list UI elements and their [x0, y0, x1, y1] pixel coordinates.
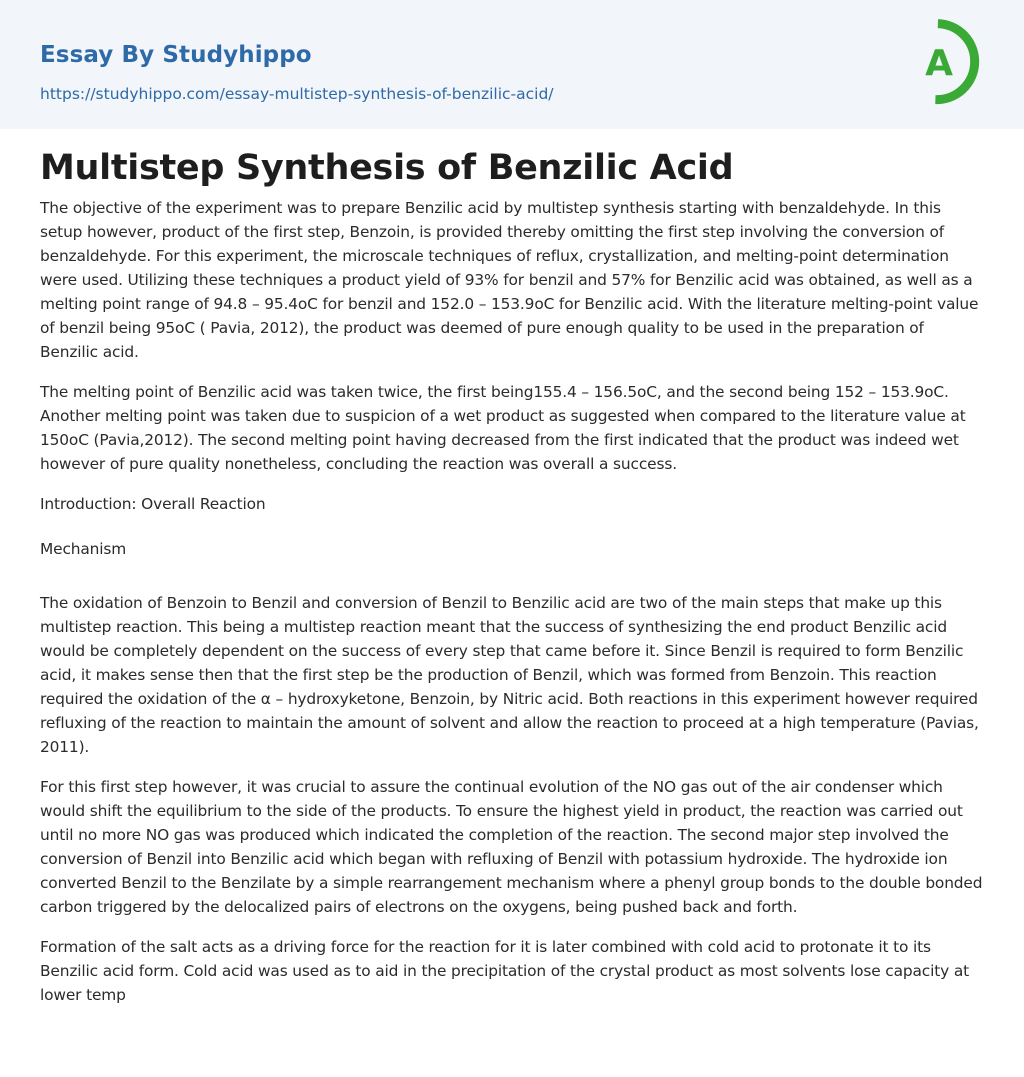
- source-url-link[interactable]: https://studyhippo.com/essay-multistep-synthesis-of-benzilic-acid/: [40, 85, 554, 103]
- section-heading-introduction: Introduction: Overall Reaction: [40, 495, 266, 513]
- site-header: [0, 0, 1024, 129]
- paragraph-melting-point: The melting point of Benzilic acid was taken twice, the first being155.4 – 156.5oC, and the second being 152 – 153.9oC. Another melting point was taken due to suspicion of a wet product as suggested when compared to the literature value at 150oC (Pavia,2012). The second melting point having decreased from the first indicated that the product was indeed wet however of pure quality nonetheless, concluding the reaction was overall a success.: [40, 383, 966, 473]
- paragraph-first-step: For this first step however, it was crucial to assure the continual evolution of the NO gas out of the air condenser which would shift the equilibrium to the side of the products. To ensure the highest yield in product, the reaction was carried out until no more NO gas was produced which indicated the completion of the reaction. The second major step involved the conversion of Benzil into Benzilic acid which began with refluxing of Benzil with potassium hydroxide. The hydroxide ion converted Benzil to the Benzilate by a simple rearrangement mechanism where a phenyl group bonds to the double bonded carbon triggered by the delocalized pairs of electrons on the oxygens, being pushed back and forth.: [40, 778, 983, 916]
- logo-letter: A: [925, 43, 953, 84]
- page-title: Multistep Synthesis of Benzilic Acid: [40, 148, 734, 188]
- paragraph-salt-formation: Formation of the salt acts as a driving force for the reaction for it is later combined with cold acid to protonate it to its Benzilic acid form. Cold acid was used as to aid in the precipitation of the crystal product as most solvents lose capacity at lower temp: [40, 938, 969, 1004]
- studyhippo-logo-icon[interactable]: [908, 18, 988, 106]
- article: [40, 146, 985, 1023]
- paragraph-oxidation: The oxidation of Benzoin to Benzil and conversion of Benzil to Benzilic acid are two of the main steps that make up this multistep reaction. This being a multistep reaction meant that the success of synthesizing the end product Benzilic acid would be completely dependent on the success of every step that came before it. Since Benzil is required to form Benzilic acid, it makes sense then that the first step be the production of Benzil, which was formed from Benzoin. This reaction required the oxidation of the α – hydroxyketone, Benzoin, by Nitric acid. Both reactions in this experiment however required refluxing of the reaction to maintain the amount of solvent and allow the reaction to proceed at a high temperature (Pavias, 2011).: [40, 594, 979, 756]
- section-heading-mechanism: Mechanism: [40, 540, 127, 558]
- brand-title[interactable]: Essay By Studyhippo: [40, 42, 312, 68]
- paragraph-abstract: The objective of the experiment was to prepare Benzilic acid by multistep synthesis starting with benzaldehyde. In this setup however, product of the first step, Benzoin, is provided thereby omitting the first step involving the conversion of benzaldehyde. For this experiment, the microscale techniques of reflux, crystallization, and melting-point determination were used. Utilizing these techniques a product yield of 93% for benzil and 57% for Benzilic acid was obtained, as well as a melting point range of 94.8 – 95.4oC for benzil and 152.0 – 153.9oC for Benzilic acid. With the literature melting-point value of benzil being 95oC ( Pavia, 2012), the product was deemed of pure enough quality to be used in the preparation of Benzilic acid.: [40, 199, 979, 361]
